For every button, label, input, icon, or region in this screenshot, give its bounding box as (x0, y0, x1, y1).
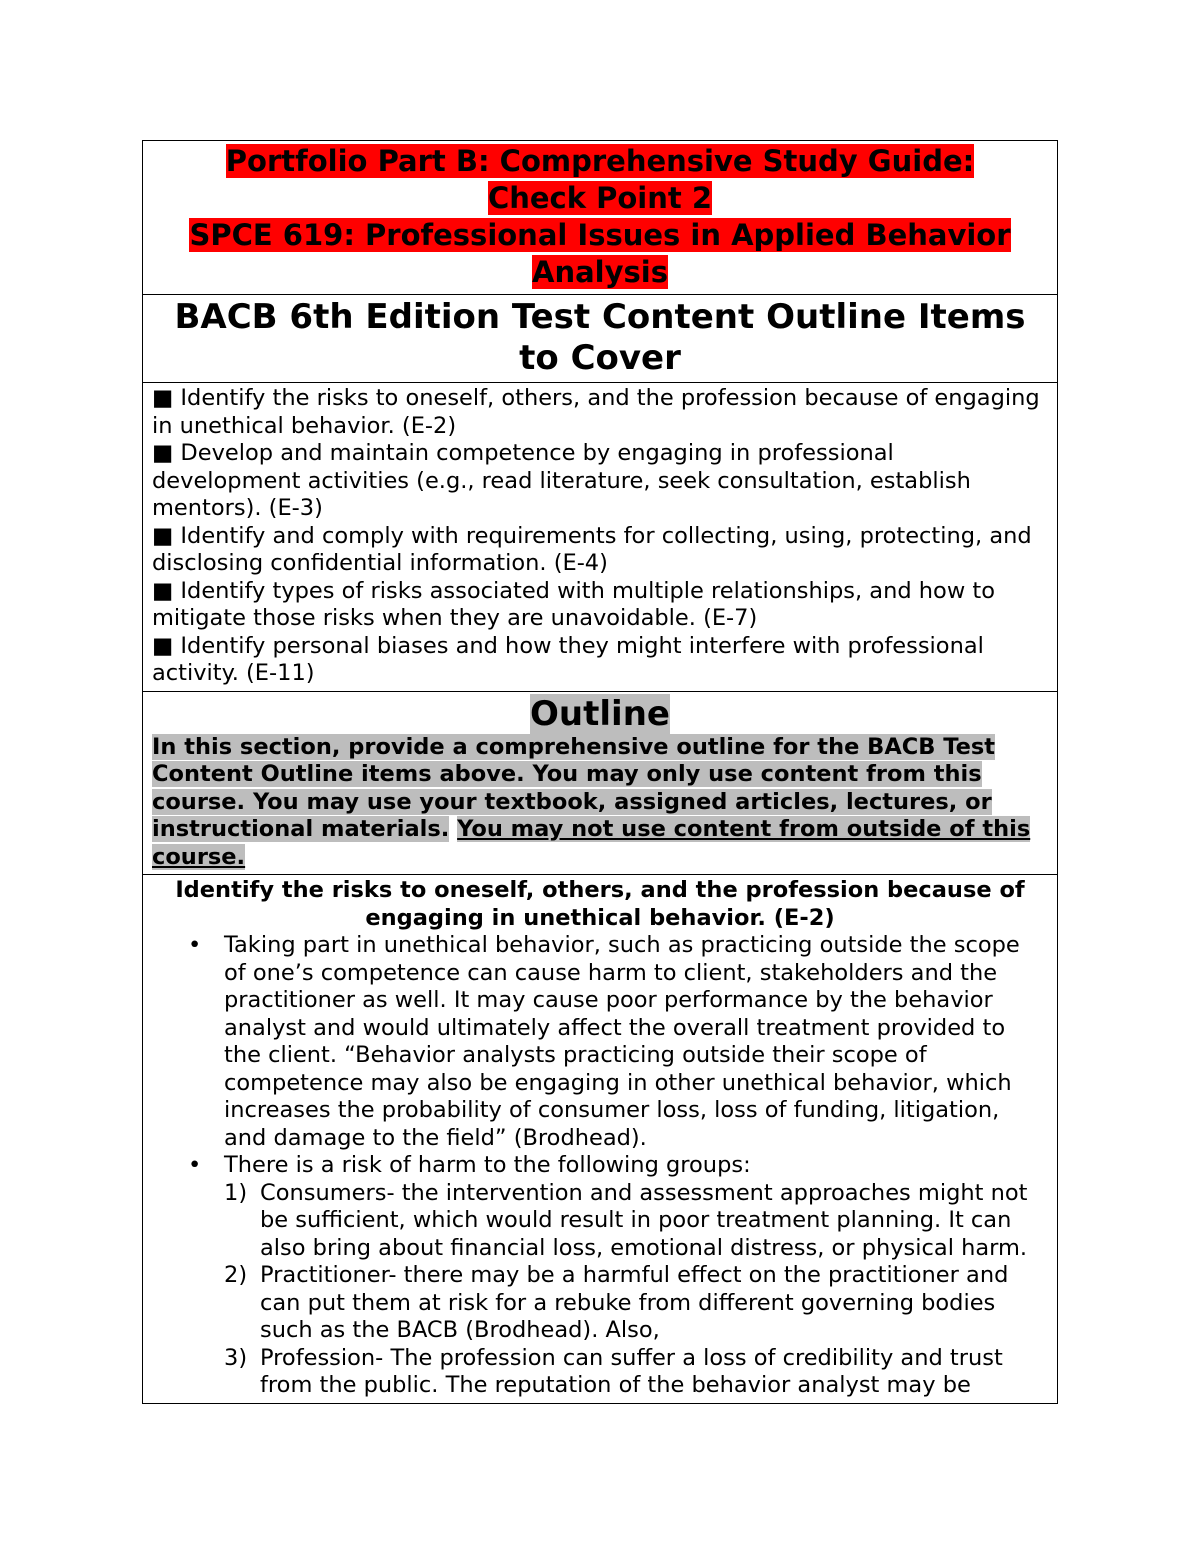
outline-section-row (143, 691, 1058, 875)
outline-instructions (152, 734, 1048, 872)
bacb-heading-row (143, 295, 1058, 383)
item-text: Profession- The profession can suffer a loss of credibility and trust from the public. The reputation of the behavior analyst may be (260, 1344, 1003, 1398)
outline-heading: Outline (530, 693, 670, 734)
outline-item: ■ Identify the risks to oneself, others, and the profession because of engaging in unethical behavior. (E-2) (152, 385, 1040, 439)
list-item (152, 1345, 1048, 1400)
outline-items-list (152, 385, 1048, 688)
document-page (142, 140, 1058, 1404)
outline-item: ■ Identify types of risks associated with multiple relationships, and how to mitigate those risks when they are unavoidable. (E-7) (152, 577, 995, 631)
title-line-1: Portfolio Part B: Comprehensive Study Guide: (225, 144, 975, 178)
e2-bullet-list (152, 932, 1048, 1180)
list-item (152, 1180, 1048, 1263)
bullet-icon: • (188, 1152, 202, 1178)
bullet-icon: • (188, 932, 202, 958)
outline-heading-wrap (152, 694, 1048, 734)
item-text: Practitioner- there may be a harmful effect on the practitioner and can put them at risk for a rebuke from different governing bodies such as the BACB (Brodhead). Also, (260, 1262, 1009, 1343)
item-number: 3) (224, 1344, 248, 1371)
outline-item: ■ Identify and comply with requirements for collecting, using, protecting, and disclosing confidential information. (E-4) (152, 522, 1032, 576)
harm-groups-list (152, 1180, 1048, 1400)
item-number: 1) (224, 1179, 248, 1206)
bullet-text: Taking part in unethical behavior, such as practicing outside the scope of one’s competence can cause harm to client, stakeholders and the practitioner as well. It may cause poor performance by the behavior analyst and would ultimately affect the overall treatment provided to the client. “Behavior analysts practicing outside their scope of competence may also be engaging in other unethical behavior, which increases the probability of consumer loss, loss of funding, litigation, and damage to the field” (Brodhead). (224, 932, 1020, 1151)
outline-item: ■ Develop and maintain competence by engaging in professional development activities (e.g., read literature, seek consultation, establish mentors). (E-3) (152, 440, 971, 521)
bacb-heading: BACB 6th Edition Test Content Outline Items to Cover (174, 297, 1026, 378)
outline-items-row (143, 383, 1058, 692)
item-text: Consumers- the intervention and assessment approaches might not be sufficient, which would result in poor treatment planning. It can also bring about financial loss, emotional distress, or physical harm. (260, 1179, 1028, 1261)
e2-body (152, 932, 1048, 1400)
bullet-text: There is a risk of harm to the following groups: (224, 1152, 751, 1178)
study-guide-table (142, 140, 1058, 1404)
e2-heading: Identify the risks to oneself, others, and the profession because of engaging in unethical behavior. (E-2) (175, 877, 1025, 931)
e2-section-cell (143, 875, 1058, 1404)
title-row (143, 141, 1058, 295)
bacb-heading-cell (143, 295, 1058, 383)
e2-section-row (143, 875, 1058, 1404)
outline-section-cell (143, 691, 1058, 875)
title-line-2: Check Point 2 (487, 181, 713, 215)
instructions-text: In this section, provide a comprehensive outline for the BACB Test Content Outline items above. You may only use content from this course. You may use your textbook, assigned articles, lectures, or instructional materials. (152, 733, 996, 842)
course-line-2: Analysis (532, 255, 668, 289)
list-item (152, 1262, 1048, 1345)
title-cell (143, 141, 1058, 295)
course-line-1: SPCE 619: Professional Issues in Applied Behavior (189, 218, 1011, 252)
instructions-underlined: You may not use content from outside of this course. (152, 816, 1031, 870)
item-number: 2) (224, 1262, 248, 1288)
list-item (152, 932, 1048, 1152)
outline-item: ■ Identify personal biases and how they might interfere with professional activity. (E-11) (152, 632, 984, 686)
list-item (152, 1152, 1048, 1180)
outline-items-cell (143, 383, 1058, 692)
title-block (152, 143, 1048, 291)
